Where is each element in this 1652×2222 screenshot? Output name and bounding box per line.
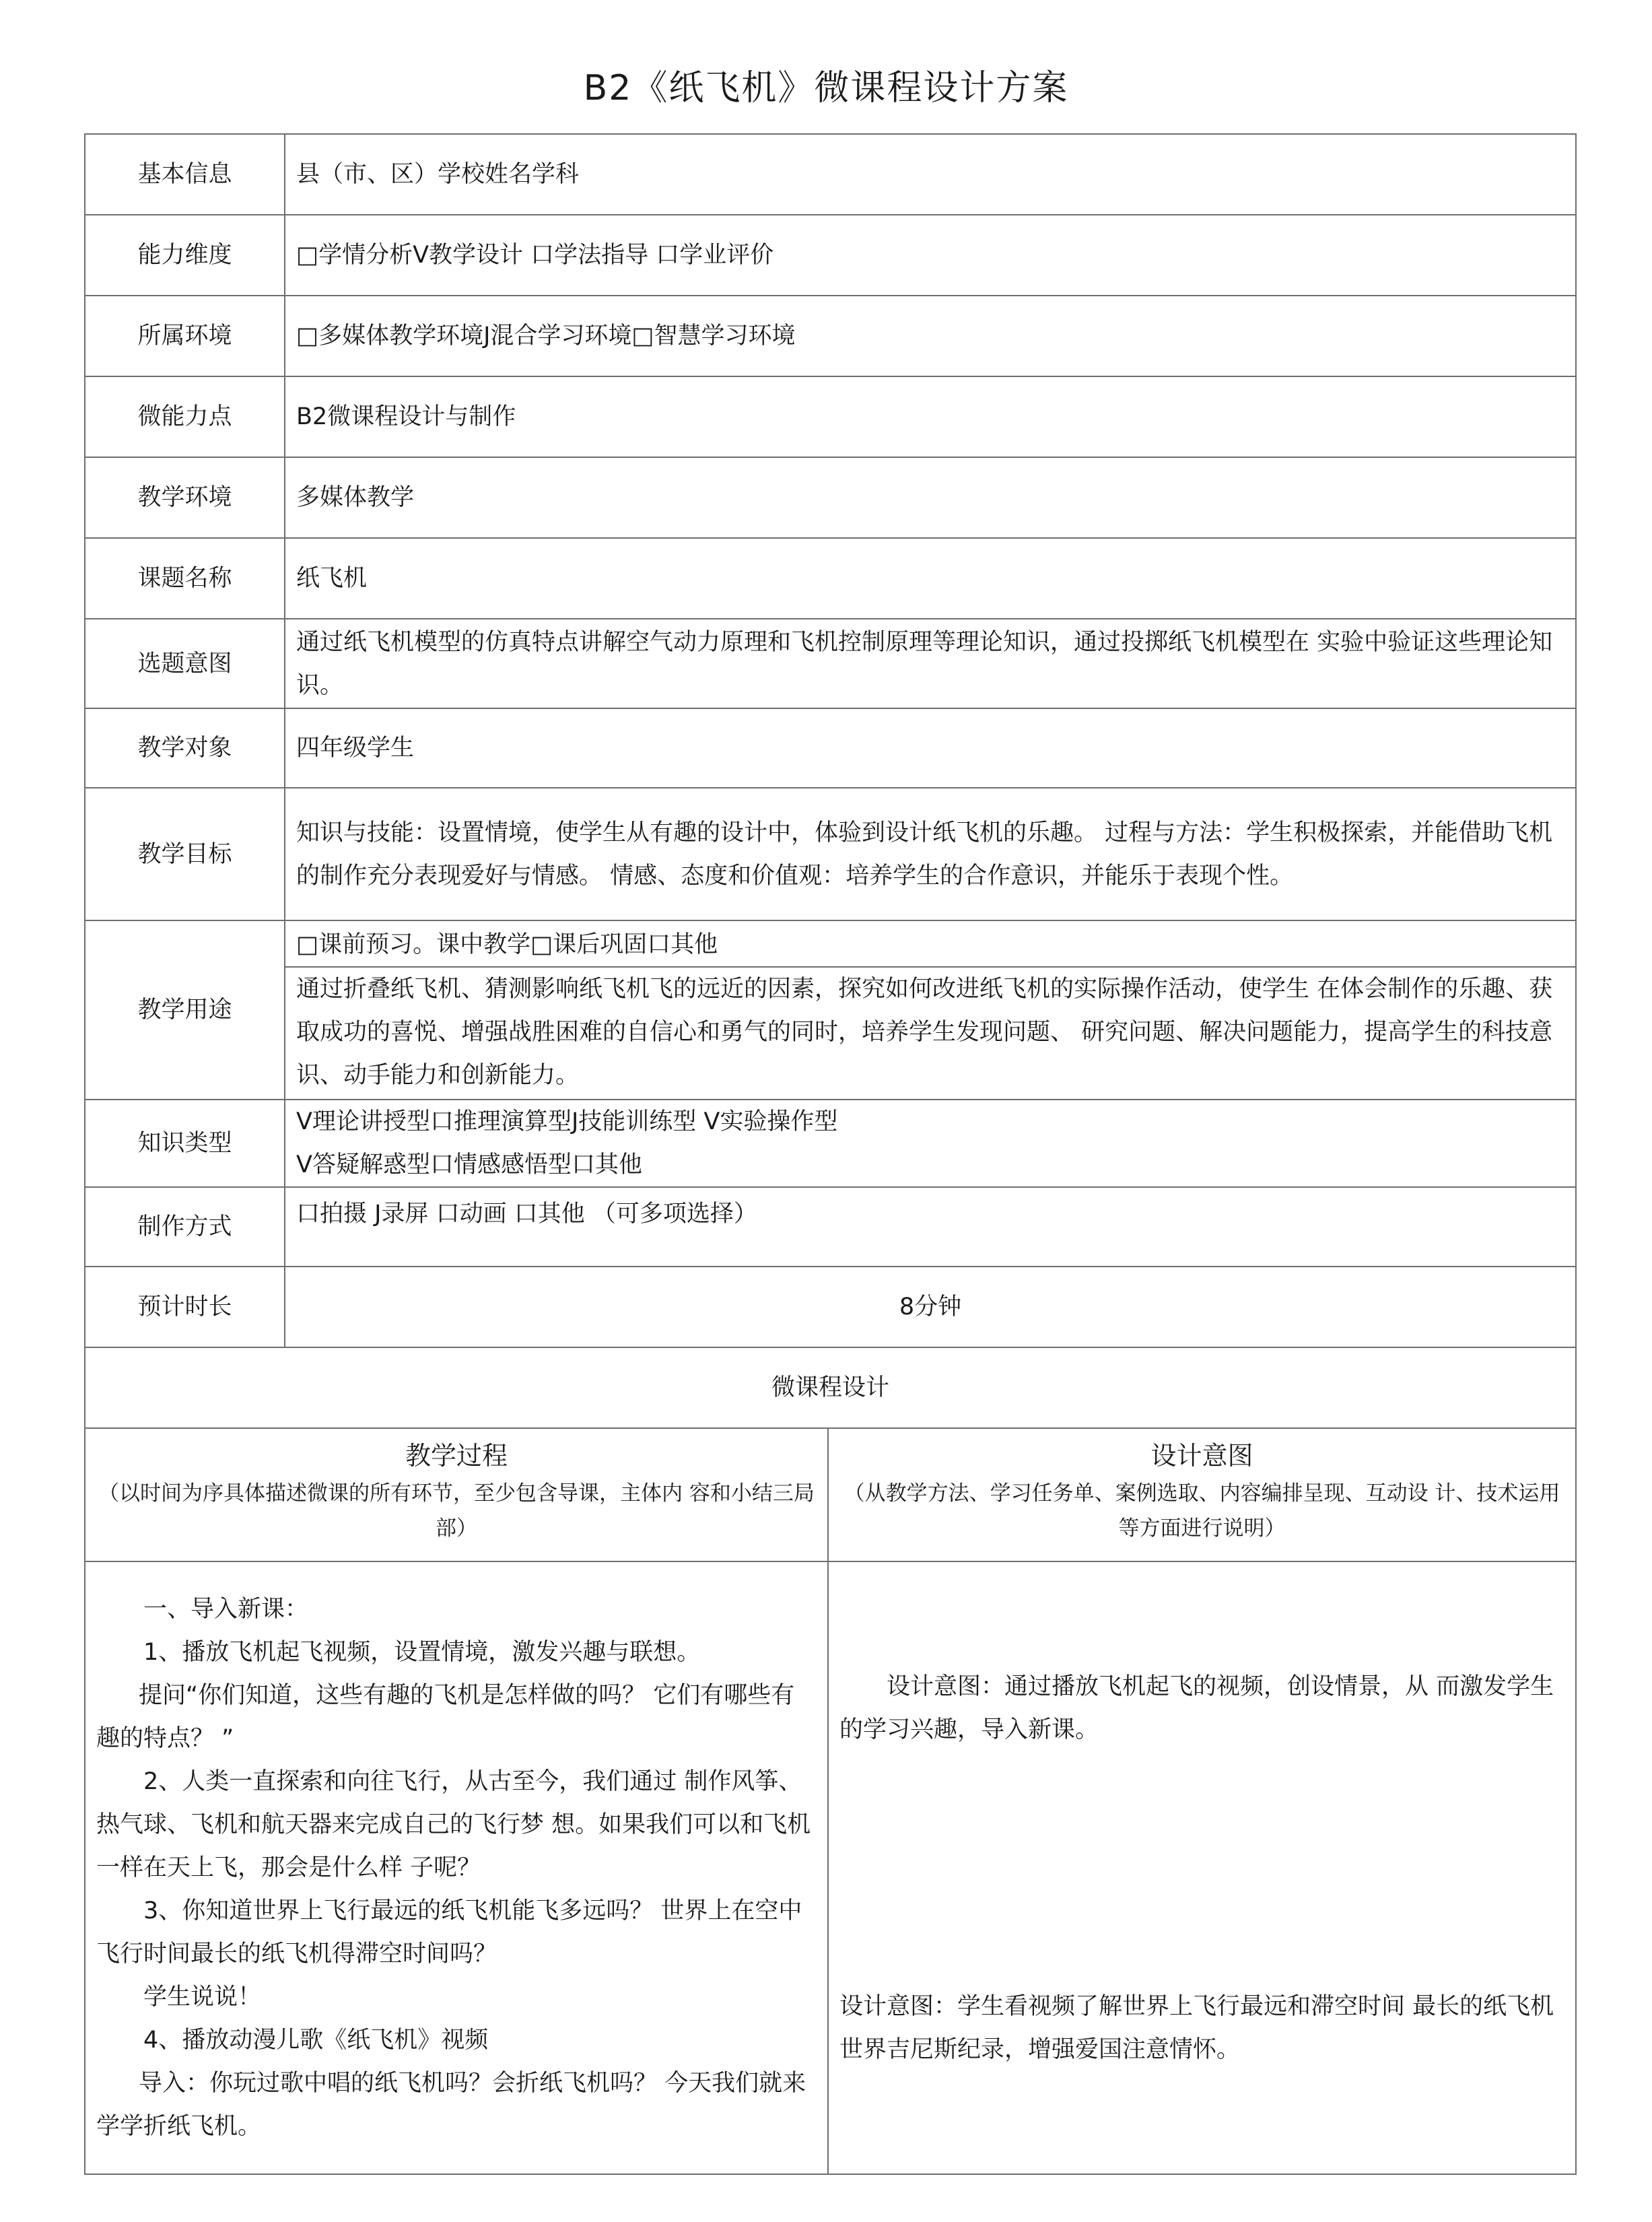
row-label: 教学环境 xyxy=(85,457,285,538)
intent-column-title: 设计意图 xyxy=(1150,1441,1253,1471)
usage-detail: 通过折叠纸飞机、猜测影响纸飞机飞的远近的因素，探究如何改进纸飞机的实际操作活动，使学生 在体会制作的乐趣、获取成功的喜悦、增强战胜困难的自信心和勇气的同时，培养学生发现问题、 研究问题、解决问题能力，提高学生的科技意识、动手能力和创新能力。 xyxy=(285,966,1575,1097)
section-title: 微课程设计 xyxy=(85,1347,1576,1428)
design-intent-cell xyxy=(828,1561,1576,2174)
table-row xyxy=(85,215,1576,296)
row-value: □多媒体教学环境J混合学习环境□智慧学习环境 xyxy=(285,296,1576,376)
row-label: 教学用途 xyxy=(85,920,285,1100)
row-value: □学情分析V教学设计 口学法指导 口学业评价 xyxy=(285,215,1576,296)
table-row xyxy=(85,1267,1576,1347)
design-content-row xyxy=(85,1561,1576,2174)
table-row xyxy=(85,134,1576,215)
table-row xyxy=(85,538,1576,619)
intent-column-header xyxy=(828,1428,1576,1561)
row-value: 县（市、区）学校姓名学科 xyxy=(285,134,1576,215)
row-label: 选题意图 xyxy=(85,619,285,708)
row-value: 多媒体教学 xyxy=(285,457,1576,538)
row-label: 预计时长 xyxy=(85,1267,285,1347)
column-header-row xyxy=(85,1428,1576,1561)
row-label: 制作方式 xyxy=(85,1187,285,1267)
knowledge-type-line: V理论讲授型口推理演算型J技能训练型 V实验操作型 xyxy=(296,1108,838,1135)
row-value: 四年级学生 xyxy=(285,708,1576,788)
row-label: 教学目标 xyxy=(85,788,285,920)
section-header-row xyxy=(85,1347,1576,1428)
table-row xyxy=(85,296,1576,376)
intent-paragraph: 设计意图：通过播放飞机起飞的视频，创设情景，从 而激发学生的学习兴趣，导入新课。 xyxy=(839,1673,1554,1743)
table-row xyxy=(85,457,1576,538)
row-label: 能力维度 xyxy=(85,215,285,296)
row-label: 课题名称 xyxy=(85,538,285,619)
teaching-process-cell xyxy=(85,1561,828,2174)
table-row xyxy=(85,619,1576,708)
process-column-note: （以时间为序具体描述微课的所有环节，至少包含导课，主体内 容和小结三局部） xyxy=(98,1481,815,1541)
design-plan-table xyxy=(84,133,1577,2175)
knowledge-type-line: V答疑解惑型口情感感悟型口其他 xyxy=(296,1151,642,1178)
process-paragraph: 1、播放飞机起飞视频，设置情境，激发兴趣与联想。 xyxy=(143,1639,701,1666)
intent-paragraph: 设计意图：学生看视频了解世界上飞行最远和滞空时间 最长的纸飞机世界吉尼斯纪录，增强爱国注意情怀。 xyxy=(839,1992,1554,2063)
row-label: 所属环境 xyxy=(85,296,285,376)
intent-spacer xyxy=(839,1751,1564,1985)
table-row xyxy=(85,788,1576,920)
table-row xyxy=(85,376,1576,457)
intent-column-note: （从教学方法、学习任务单、案例选取、内容编排呈现、互动设 计、技术运用等方面进行说明） xyxy=(844,1481,1560,1541)
row-value: 纸飞机 xyxy=(285,538,1576,619)
row-label: 基本信息 xyxy=(85,134,285,215)
process-column-title: 教学过程 xyxy=(405,1441,508,1471)
process-paragraph: 4、播放动漫儿歌《纸飞机》视频 xyxy=(143,2027,489,2054)
row-label: 教学对象 xyxy=(85,708,285,788)
page-title: B2《纸飞机》微课程设计方案 xyxy=(583,68,1069,108)
row-value: B2微课程设计与制作 xyxy=(285,376,1576,457)
row-label: 知识类型 xyxy=(85,1100,285,1187)
process-column-header xyxy=(85,1428,828,1561)
table-row xyxy=(85,1187,1576,1267)
process-paragraph: 3、你知道世界上飞行最远的纸飞机能飞多远吗？ 世界上在空中飞行时间最长的纸飞机得滞空时间吗？ xyxy=(96,1897,802,1967)
process-paragraph: 导入：你玩过歌中唱的纸飞机吗？会折纸飞机吗？ 今天我们就来学学折纸飞机。 xyxy=(96,2070,806,2140)
row-value: 口拍摄 J录屏 口动画 口其他 （可多项选择） xyxy=(285,1187,1576,1267)
row-value xyxy=(285,920,1576,1100)
row-value: 知识与技能：设置情境，使学生从有趣的设计中，体验到设计纸飞机的乐趣。 过程与方法：学生积极探索，并能借助飞机的制作充分表现爱好与情感。 情感、态度和价值观：培养学生的合作意识，并能乐于表现个性。 xyxy=(285,788,1576,920)
row-value: 8分钟 xyxy=(285,1267,1576,1347)
usage-options: □课前预习。课中教学□课后巩固口其他 xyxy=(296,931,718,958)
table-row xyxy=(85,708,1576,788)
row-label: 微能力点 xyxy=(85,376,285,457)
process-paragraph: 2、人类一直探索和向往飞行，从古至今，我们通过 制作风筝、热气球、飞机和航天器来完成自己的飞行梦 想。如果我们可以和飞机一样在天上飞，那会是什么样 子呢？ xyxy=(96,1768,811,1881)
process-paragraph: 一、导入新课： xyxy=(143,1596,309,1623)
process-paragraph: 学生说说！ xyxy=(143,1984,262,2011)
row-value xyxy=(285,1100,1576,1187)
table-row xyxy=(85,1100,1576,1187)
process-paragraph: 提问“你们知道，这些有趣的飞机是怎样做的吗？ 它们有哪些有趣的特点？ ” xyxy=(96,1682,795,1752)
table-row xyxy=(85,920,1576,1100)
row-value: 通过纸飞机模型的仿真特点讲解空气动力原理和飞机控制原理等理论知识，通过投掷纸飞机模型在 实验中验证这些理论知识。 xyxy=(285,619,1576,708)
